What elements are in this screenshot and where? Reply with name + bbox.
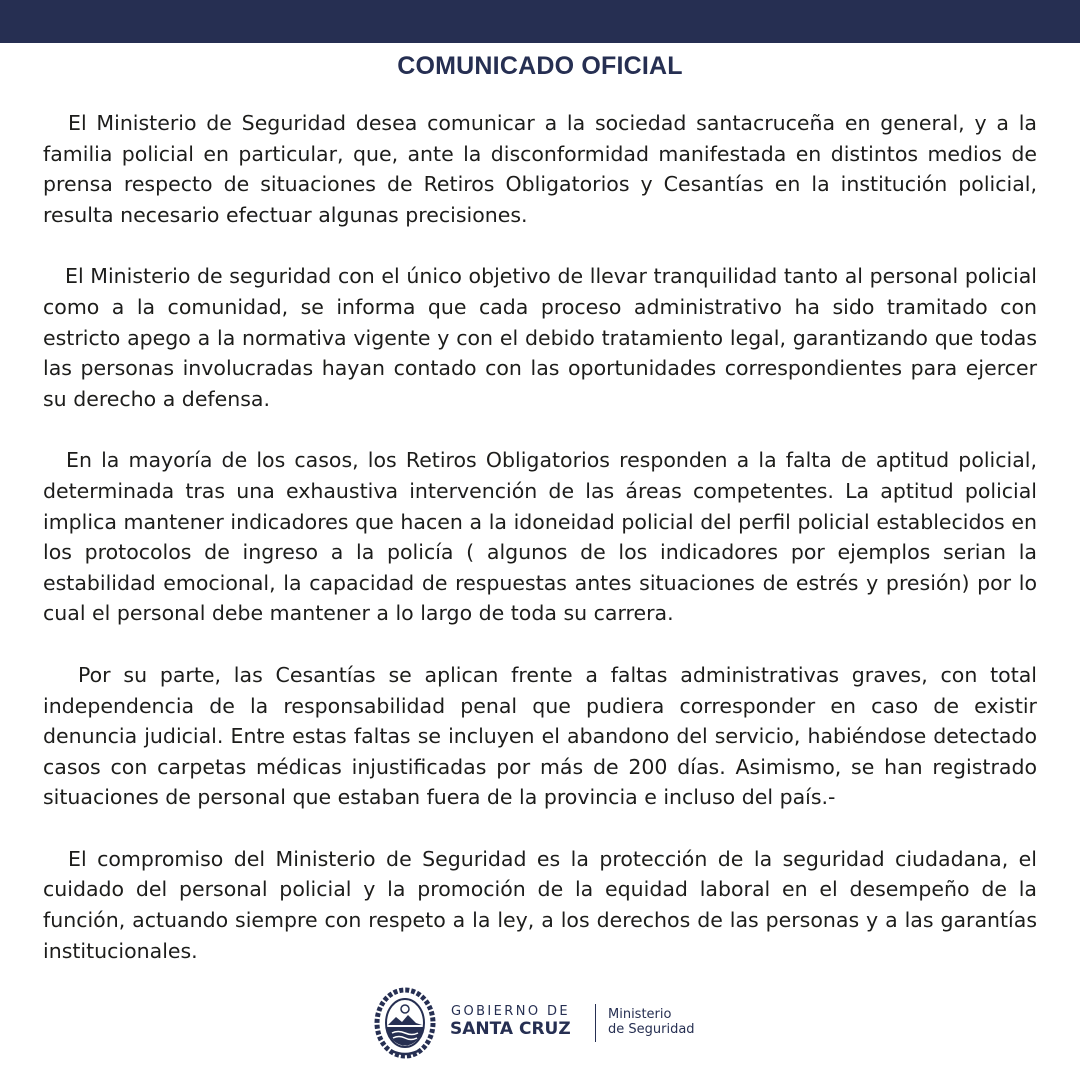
paragraph-2: El Ministerio de seguridad con el único objetivo de llevar tranquilidad tanto al personal policial como a la comunidad, se informa que cada proceso administrativo ha sido tramitado con estricto apego a la normativa vigente y con el debido tratamiento legal, garantizando que todas las personas involucradas hayan contado con las oportunidades correspondientes para ejercer su derecho a defensa. [43, 264, 1037, 411]
page-title: COMUNICADO OFICIAL [397, 52, 683, 80]
footer-logo [374, 985, 714, 1059]
ministry-label-line1: Ministerio [608, 1007, 672, 1022]
statement-body [43, 108, 1037, 997]
province-name: SANTA CRUZ [450, 1019, 571, 1039]
paragraph-1: El Ministerio de Seguridad desea comunicar a la sociedad santacruceña en general, y a la familia policial en particular, que, ante la disconformidad manifestada en distintos medios de prensa respecto de situaciones de Retiros Obligatorios y Cesantías en la institución policial, resulta necesario efectuar algunas precisiones. [43, 111, 1037, 227]
paragraph-4: Por su parte, las Cesantías se aplican frente a faltas administrativas graves, con total independencia de la responsabilidad penal que pudiera corresponder en caso de existir denuncia judicial. Entre estas faltas se incluyen el abandono del servicio, habiéndose detectado casos con carpetas médicas injustificadas por más de 200 días. Asimismo, se han registrado situaciones de personal que estaban fuera de la provincia e incluso del país.- [43, 662, 1037, 810]
paragraph-5: El compromiso del Ministerio de Seguridad es la protección de la seguridad ciudadana, el cuidado del personal policial y la promoción de la equidad laboral en el desempeño de la función, actuando siempre con respeto a la ley, a los derechos de las personas y a las garantías institucionales. [43, 846, 1037, 963]
provincial-coat-of-arms-icon [374, 985, 436, 1059]
logo-divider [595, 1004, 596, 1042]
ministry-label-line2: de Seguridad [608, 1022, 695, 1037]
top-banner-bar [0, 0, 1080, 43]
government-label: GOBIERNO DE [451, 1004, 571, 1019]
paragraph-3: En la mayoría de los casos, los Retiros Obligatorios responden a la falta de aptitud policial, determinada tras una exhaustiva intervención de las áreas competentes. La aptitud policial implica mantener indicadores que hacen a la idoneidad policial del perfil policial establecidos en los protocolos de ingreso a la policía ( algunos de los indicadores por ejemplos serian la estabilidad emocional, la capacidad de respuestas antes situaciones de estrés y presión) por lo cual el personal debe mantener a lo largo de toda su carrera. [43, 448, 1037, 626]
